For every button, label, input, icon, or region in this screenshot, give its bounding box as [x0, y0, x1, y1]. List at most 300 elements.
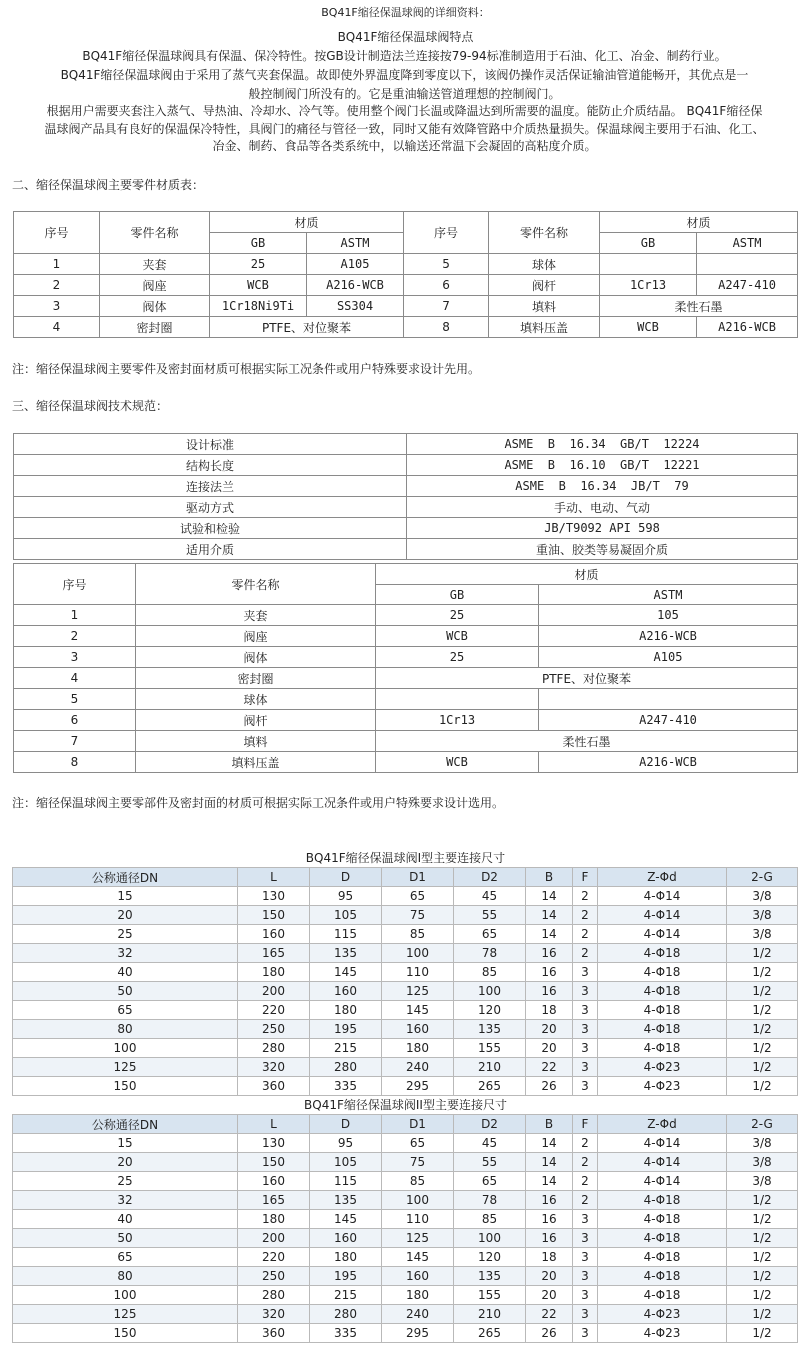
cell: 195 [310, 1267, 382, 1286]
cell: 3 [573, 963, 598, 982]
cell: 135 [454, 1020, 526, 1039]
cell: 360 [238, 1324, 310, 1343]
cell: 3/8 [727, 1172, 798, 1191]
cell: 25 [13, 925, 238, 944]
cell: 150 [13, 1077, 238, 1096]
cell: 16 [526, 963, 573, 982]
column-header: D1 [382, 868, 454, 887]
table-row [14, 254, 798, 275]
cell: 78 [454, 944, 526, 963]
cell: 4-Φ18 [598, 1286, 727, 1305]
mat-header-seq: 序号 [14, 212, 100, 254]
cell: 105 [539, 605, 798, 626]
cell: 16 [526, 982, 573, 1001]
cell: 135 [310, 1191, 382, 1210]
cell: SS304 [307, 296, 404, 317]
cell: 265 [454, 1077, 526, 1096]
cell: 85 [454, 1210, 526, 1229]
table-row [14, 539, 798, 560]
cell: 180 [310, 1248, 382, 1267]
cell: 65 [454, 1172, 526, 1191]
cell: 280 [238, 1286, 310, 1305]
cell: 4-Φ14 [598, 1153, 727, 1172]
cell: 160 [382, 1267, 454, 1286]
cell: 4-Φ18 [598, 1210, 727, 1229]
cell [539, 689, 798, 710]
cell: 50 [13, 982, 238, 1001]
cell: 250 [238, 1020, 310, 1039]
cell: 220 [238, 1248, 310, 1267]
cell: 3 [14, 296, 100, 317]
cell: 160 [238, 925, 310, 944]
cell: 25 [13, 1172, 238, 1191]
column-header: Z-Φd [598, 868, 727, 887]
column-header: F [573, 868, 598, 887]
cell: A216-WCB [697, 317, 798, 338]
mat-header-seq-2: 序号 [404, 212, 489, 254]
cell: 4-Φ18 [598, 963, 727, 982]
cell: 25 [210, 254, 307, 275]
top-title: BQ41F缩径保温球阀的详细资料： [321, 6, 490, 19]
cell: 100 [454, 1229, 526, 1248]
cell: 1Cr13 [600, 275, 697, 296]
parts-header-gb: GB [376, 585, 539, 605]
cell: 85 [382, 925, 454, 944]
cell: 220 [238, 1001, 310, 1020]
column-header: L [238, 1115, 310, 1134]
cell: 180 [382, 1286, 454, 1305]
note-1: 注：缩径保温球阀主要零件及密封面材质可根据实际工况条件或用户特殊要求设计先用。 [12, 362, 481, 376]
table-row [13, 1305, 798, 1324]
column-header: D [310, 1115, 382, 1134]
cell: 4-Φ23 [598, 1058, 727, 1077]
cell: 22 [526, 1058, 573, 1077]
spec-value: JB/T9092 API 598 [407, 518, 798, 539]
cell: 195 [310, 1020, 382, 1039]
cell: 填料压盖 [489, 317, 600, 338]
cell: 4-Φ18 [598, 982, 727, 1001]
spec-value: ASME B 16.10 GB/T 12221 [407, 455, 798, 476]
cell: 160 [238, 1172, 310, 1191]
cell: 75 [382, 906, 454, 925]
cell: 柔性石墨 [376, 731, 798, 752]
cell: 2 [573, 1172, 598, 1191]
table-row [13, 1210, 798, 1229]
cell: 4-Φ14 [598, 1172, 727, 1191]
cell: 320 [238, 1305, 310, 1324]
cell: 165 [238, 1191, 310, 1210]
table-row [13, 1134, 798, 1153]
cell: 柔性石墨 [600, 296, 798, 317]
parts-header-part: 零件名称 [136, 564, 376, 605]
column-header: 2-G [727, 1115, 798, 1134]
cell: A216-WCB [539, 752, 798, 773]
cell: 105 [310, 1153, 382, 1172]
cell: 120 [454, 1001, 526, 1020]
cell: 1Cr13 [376, 710, 539, 731]
cell: 2 [14, 275, 100, 296]
spec-label: 适用介质 [14, 539, 407, 560]
cell: 335 [310, 1324, 382, 1343]
table-row [13, 944, 798, 963]
cell: 25 [376, 647, 539, 668]
mat-header-part: 零件名称 [100, 212, 210, 254]
cell: 3 [573, 1305, 598, 1324]
cell: 1/2 [727, 1191, 798, 1210]
cell: 180 [310, 1001, 382, 1020]
cell: 65 [382, 1134, 454, 1153]
cell: 4-Φ14 [598, 887, 727, 906]
cell: 40 [13, 963, 238, 982]
cell: 130 [238, 1134, 310, 1153]
cell: 1/2 [727, 1077, 798, 1096]
cell: 110 [382, 1210, 454, 1229]
cell: 100 [382, 1191, 454, 1210]
cell: 阀杆 [489, 275, 600, 296]
column-header: D1 [382, 1115, 454, 1134]
cell: 14 [526, 887, 573, 906]
cell: 145 [310, 963, 382, 982]
dim-table-1-title: BQ41F缩径保温球阀I型主要连接尺寸 [305, 851, 506, 865]
mat-header-astm: ASTM [307, 233, 404, 254]
cell: 4 [14, 668, 136, 689]
cell: 16 [526, 944, 573, 963]
cell: 145 [382, 1001, 454, 1020]
cell: 1/2 [727, 1020, 798, 1039]
column-header: F [573, 1115, 598, 1134]
cell: A105 [307, 254, 404, 275]
cell: 20 [526, 1267, 573, 1286]
parts-header-material: 材质 [376, 564, 798, 585]
cell [697, 254, 798, 275]
table-row [13, 1058, 798, 1077]
table-row [14, 518, 798, 539]
cell: 80 [13, 1020, 238, 1039]
cell: 265 [454, 1324, 526, 1343]
cell: 3 [573, 1286, 598, 1305]
cell: 65 [13, 1001, 238, 1020]
table-row [13, 1324, 798, 1343]
cell: 110 [382, 963, 454, 982]
cell: 65 [382, 887, 454, 906]
table-row [14, 455, 798, 476]
table-row [13, 925, 798, 944]
column-header: D [310, 868, 382, 887]
cell: 78 [454, 1191, 526, 1210]
cell: 填料压盖 [136, 752, 376, 773]
cell: 80 [13, 1267, 238, 1286]
spec-value: 重油、胶类等易凝固介质 [407, 539, 798, 560]
intro-line-5: 温球阀产品具有良好的保温保冷特性，具阀门的痛径与管径一致，同时又能有效降管路中介质热量损失。保温球阀主要用于石油、化工、 [44, 122, 765, 136]
materials-table [13, 211, 798, 338]
cell: 280 [310, 1305, 382, 1324]
cell: 22 [526, 1305, 573, 1324]
note-2: 注：缩径保温球阀主要零部件及密封面的材质可根据实际工况条件或用户特殊要求设计选用。 [12, 796, 505, 810]
cell: 240 [382, 1305, 454, 1324]
cell: 3/8 [727, 1134, 798, 1153]
cell: 295 [382, 1324, 454, 1343]
column-header: D2 [454, 1115, 526, 1134]
cell: 2 [573, 1191, 598, 1210]
mat-header-astm-2: ASTM [697, 233, 798, 254]
cell: 360 [238, 1077, 310, 1096]
section2-title: 二、缩径保温球阀主要零件材质表： [12, 178, 205, 192]
cell: 14 [526, 906, 573, 925]
cell: 75 [382, 1153, 454, 1172]
cell: 120 [454, 1248, 526, 1267]
cell: 32 [13, 944, 238, 963]
cell: 145 [310, 1210, 382, 1229]
cell: 夹套 [136, 605, 376, 626]
cell: 115 [310, 1172, 382, 1191]
table-row [14, 434, 798, 455]
mat-header-gb: GB [210, 233, 307, 254]
cell: 1 [14, 605, 136, 626]
cell: WCB [376, 626, 539, 647]
intro-line-1: BQ41F缩径保温球阀具有保温、保冷特性。按GB设计制造法兰连接按79-94标准制造用于石油、化工、冶金、制药行业。 [82, 49, 727, 63]
cell: 4-Φ18 [598, 944, 727, 963]
cell: 密封圈 [100, 317, 210, 338]
features-title: BQ41F缩径保温球阀特点 [337, 30, 474, 44]
cell: 210 [454, 1305, 526, 1324]
cell: 16 [526, 1210, 573, 1229]
cell: 3/8 [727, 1153, 798, 1172]
table-row [13, 887, 798, 906]
cell: 215 [310, 1039, 382, 1058]
cell: 15 [13, 887, 238, 906]
cell: 295 [382, 1077, 454, 1096]
cell: 阀体 [100, 296, 210, 317]
cell: 3 [573, 1267, 598, 1286]
spec-label: 连接法兰 [14, 476, 407, 497]
cell: 320 [238, 1058, 310, 1077]
cell: 4-Φ18 [598, 1039, 727, 1058]
cell: 1/2 [727, 1305, 798, 1324]
cell: 16 [526, 1191, 573, 1210]
cell: 2 [573, 887, 598, 906]
table-row [14, 668, 798, 689]
column-header: Z-Φd [598, 1115, 727, 1134]
cell: 20 [526, 1039, 573, 1058]
cell: 200 [238, 982, 310, 1001]
cell: 4-Φ23 [598, 1077, 727, 1096]
cell [376, 689, 539, 710]
cell: 填料 [489, 296, 600, 317]
cell: 20 [526, 1286, 573, 1305]
cell: 2 [573, 944, 598, 963]
table-row [13, 1153, 798, 1172]
table-row [13, 1039, 798, 1058]
cell: 1/2 [727, 1039, 798, 1058]
table-row [14, 752, 798, 773]
cell: 1Cr18Ni9Ti [210, 296, 307, 317]
cell: 100 [454, 982, 526, 1001]
mat-header-part-2: 零件名称 [489, 212, 600, 254]
dim-table-2-title: BQ41F缩径保温球阀II型主要连接尺寸 [304, 1098, 507, 1112]
column-header: 公称通径DN [13, 1115, 238, 1134]
cell: 45 [454, 887, 526, 906]
cell: 2 [573, 1153, 598, 1172]
table-row [14, 317, 798, 338]
cell: 160 [310, 982, 382, 1001]
cell: 阀体 [136, 647, 376, 668]
cell: 14 [526, 925, 573, 944]
cell: 4-Φ18 [598, 1191, 727, 1210]
cell: 2 [14, 626, 136, 647]
cell: 夹套 [100, 254, 210, 275]
cell: 6 [14, 710, 136, 731]
section3-title: 三、缩径保温球阀技术规范： [12, 399, 169, 413]
spec-value: ASME B 16.34 GB/T 12224 [407, 434, 798, 455]
cell: 7 [14, 731, 136, 752]
cell: WCB [376, 752, 539, 773]
table-row [14, 710, 798, 731]
table-row [14, 647, 798, 668]
cell: 阀座 [100, 275, 210, 296]
cell: 100 [13, 1286, 238, 1305]
cell: 5 [14, 689, 136, 710]
table-row [13, 1077, 798, 1096]
table-row [14, 689, 798, 710]
cell: 210 [454, 1058, 526, 1077]
cell: 135 [454, 1267, 526, 1286]
cell: WCB [210, 275, 307, 296]
table-row [13, 1229, 798, 1248]
cell: 3/8 [727, 925, 798, 944]
cell: 100 [13, 1039, 238, 1058]
cell: 125 [13, 1305, 238, 1324]
cell: 1/2 [727, 1058, 798, 1077]
intro-line-4: 根据用户需要夹套注入蒸气、导热油、冷却水、冷气等。使用整个阀门长温或降温达到所需要的温度。能防止介质结晶。 BQ41F缩径保 [46, 104, 763, 118]
cell: 125 [13, 1058, 238, 1077]
cell: 65 [454, 925, 526, 944]
column-header: L [238, 868, 310, 887]
table-row [13, 1267, 798, 1286]
cell: 3 [573, 1020, 598, 1039]
cell: 6 [404, 275, 489, 296]
table-row [13, 1001, 798, 1020]
spec-label: 试验和检验 [14, 518, 407, 539]
cell: 1/2 [727, 1248, 798, 1267]
cell: 4-Φ18 [598, 1020, 727, 1039]
column-header: D2 [454, 868, 526, 887]
cell: 20 [13, 1153, 238, 1172]
table-row [14, 497, 798, 518]
cell: 1/2 [727, 1267, 798, 1286]
cell: 85 [382, 1172, 454, 1191]
cell: 165 [238, 944, 310, 963]
table-row [13, 1248, 798, 1267]
cell: 3 [573, 1324, 598, 1343]
table-row [13, 963, 798, 982]
cell: 40 [13, 1210, 238, 1229]
cell: 阀杆 [136, 710, 376, 731]
cell: 25 [376, 605, 539, 626]
cell: 1/2 [727, 1324, 798, 1343]
spec-table [13, 433, 798, 560]
parts-table [13, 563, 798, 773]
cell: 4-Φ18 [598, 1267, 727, 1286]
cell: 125 [382, 1229, 454, 1248]
cell: 1/2 [727, 1286, 798, 1305]
cell: 45 [454, 1134, 526, 1153]
cell: 50 [13, 1229, 238, 1248]
cell: 95 [310, 1134, 382, 1153]
mat-header-material-2: 材质 [600, 212, 798, 233]
cell: 15 [13, 1134, 238, 1153]
cell: 150 [13, 1324, 238, 1343]
cell: PTFE、对位聚苯 [376, 668, 798, 689]
cell: 阀座 [136, 626, 376, 647]
cell: 4-Φ23 [598, 1324, 727, 1343]
spec-label: 结构长度 [14, 455, 407, 476]
cell: 160 [382, 1020, 454, 1039]
cell: 3 [573, 982, 598, 1001]
cell: 1/2 [727, 1001, 798, 1020]
cell: 8 [14, 752, 136, 773]
cell: 145 [382, 1248, 454, 1267]
cell: 18 [526, 1248, 573, 1267]
table-row [13, 1191, 798, 1210]
cell: 4-Φ18 [598, 1001, 727, 1020]
cell: A247-410 [697, 275, 798, 296]
cell: 150 [238, 906, 310, 925]
cell: 3/8 [727, 906, 798, 925]
cell: 7 [404, 296, 489, 317]
cell: 240 [382, 1058, 454, 1077]
cell: WCB [600, 317, 697, 338]
cell: 4-Φ14 [598, 906, 727, 925]
cell: 215 [310, 1286, 382, 1305]
cell: 5 [404, 254, 489, 275]
spec-label: 设计标准 [14, 434, 407, 455]
cell: 4-Φ14 [598, 925, 727, 944]
table-row [13, 906, 798, 925]
cell: 150 [238, 1153, 310, 1172]
cell: 4-Φ23 [598, 1305, 727, 1324]
cell: 180 [382, 1039, 454, 1058]
cell: 280 [310, 1058, 382, 1077]
column-header: 2-G [727, 868, 798, 887]
cell: 1/2 [727, 1229, 798, 1248]
table-row [14, 275, 798, 296]
cell: 3 [573, 1039, 598, 1058]
table-row [14, 731, 798, 752]
column-header: 公称通径DN [13, 868, 238, 887]
table-row [13, 1172, 798, 1191]
table-row [13, 982, 798, 1001]
dim-table-2 [12, 1114, 798, 1343]
cell: 125 [382, 982, 454, 1001]
cell: 填料 [136, 731, 376, 752]
spec-value: 手动、电动、气动 [407, 497, 798, 518]
table-header-row [13, 1115, 798, 1134]
cell: 1/2 [727, 944, 798, 963]
table-row [13, 1020, 798, 1039]
cell: 14 [526, 1134, 573, 1153]
cell: 155 [454, 1286, 526, 1305]
cell: 32 [13, 1191, 238, 1210]
intro-line-3: 般控制阀门所没有的。它是重油输送管道理想的控制阀门。 [248, 87, 561, 101]
cell: 球体 [489, 254, 600, 275]
cell: 3 [573, 1210, 598, 1229]
cell: 135 [310, 944, 382, 963]
cell: 3 [573, 1077, 598, 1096]
table-row [14, 476, 798, 497]
cell: A216-WCB [539, 626, 798, 647]
cell: 1/2 [727, 963, 798, 982]
cell: 14 [526, 1172, 573, 1191]
